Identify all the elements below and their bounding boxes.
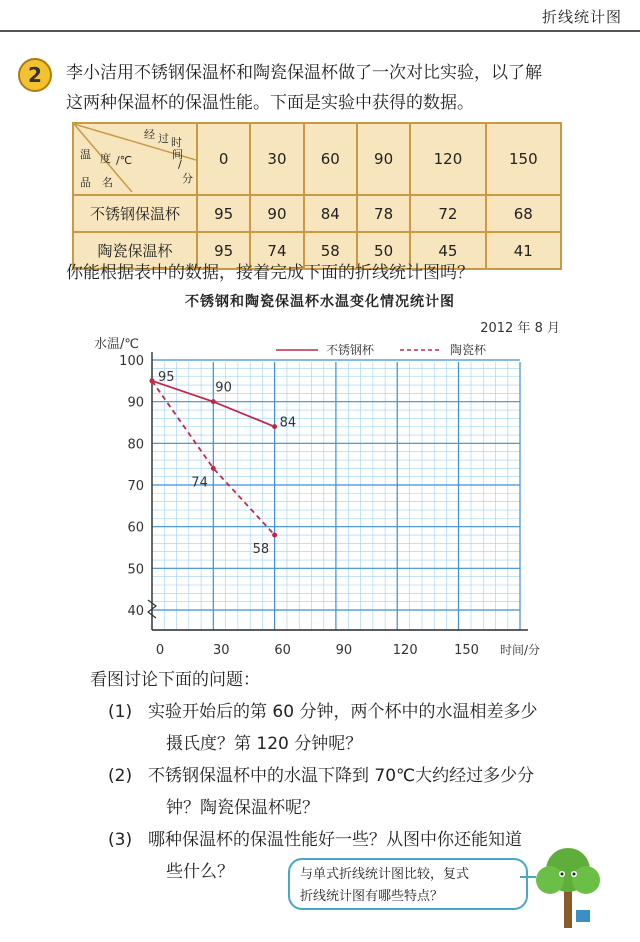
corner-time-char: 经 (144, 128, 155, 141)
table-cell: 74 (250, 232, 303, 269)
corner-time-char: 间 (172, 148, 183, 161)
question-number: (1) (108, 702, 133, 722)
question-text: 实验开始后的第 60 分钟，两个杯中的水温相差多少 (148, 702, 538, 722)
table-cell: 58 (304, 232, 357, 269)
time-header-cell: 90 (357, 123, 410, 195)
x-tick-label: 90 (335, 643, 353, 658)
table-cell: 78 (357, 195, 410, 232)
line-chart (0, 310, 640, 660)
corner-temp-char: 度 (100, 152, 111, 165)
table-cell: 84 (304, 195, 357, 232)
time-header-cell: 60 (304, 123, 357, 195)
axis-break (148, 600, 156, 618)
time-header-cell: 0 (197, 123, 250, 195)
table-cell: 90 (250, 195, 303, 232)
x-tick-label: 150 (454, 643, 479, 658)
data-point (272, 533, 277, 538)
y-tick-label: 100 (119, 354, 144, 369)
x-tick-label: 30 (213, 643, 230, 658)
data-point (272, 424, 277, 429)
question-number: (2) (108, 766, 133, 786)
data-label: 58 (252, 542, 270, 557)
chart-title: 不锈钢和陶瓷保温杯水温变化情况统计图 (185, 294, 455, 310)
table-row (73, 195, 561, 232)
y-tick-label: 60 (127, 520, 144, 536)
table-cell: 95 (197, 232, 250, 269)
discussion-title: 看图讨论下面的问题： (90, 670, 260, 690)
chapter-title: 折线统计图 (541, 8, 622, 26)
question-item (108, 696, 610, 760)
intro-line-2: 这两种保温杯的保温性能。下面是实验中获得的数据。 (66, 93, 474, 113)
legend-label: 陶瓷杯 (450, 343, 487, 357)
chart-question: 你能根据表中的数据，接着完成下面的折线统计图吗？ (66, 263, 474, 283)
question-text-continued: 些什么？ (166, 862, 234, 882)
y-tick-label: 40 (127, 604, 144, 619)
x-tick-label: 120 (392, 643, 418, 658)
corner-time-char: / (178, 158, 182, 171)
corner-temp-char: 温 (80, 148, 91, 161)
table-cell: 50 (357, 232, 410, 269)
data-label: 74 (191, 475, 208, 491)
page-header (0, 0, 640, 34)
table-cell: 95 (197, 195, 250, 232)
header-rule (0, 30, 640, 32)
data-label: 95 (158, 369, 175, 385)
question-number: (3) (108, 830, 133, 850)
x-axis-label: 时间/分 (500, 643, 541, 657)
corner-time-char: 时 (171, 136, 182, 149)
tip-bubble (288, 858, 528, 910)
x-tick-label: 0 (155, 643, 165, 658)
question-text-continued: 摄氏度？第 120 分钟呢？ (166, 734, 363, 754)
time-header-cell: 30 (250, 123, 303, 195)
table-header-row (73, 123, 561, 195)
corner-time-char: 过 (158, 132, 169, 145)
table-corner-cell (73, 123, 197, 195)
data-point (211, 399, 216, 404)
y-tick-label: 50 (127, 562, 144, 578)
question-text-continued: 钟？陶瓷保温杯呢？ (166, 798, 319, 818)
question-text: 哪种保温杯的保温性能好一些？从图中你还能知道 (148, 830, 522, 850)
table-cell: 72 (410, 195, 485, 232)
tree-mascot-icon (528, 840, 608, 935)
data-point (150, 378, 155, 383)
row-name-cell: 陶瓷保温杯 (73, 232, 197, 269)
tip-line-1: 与单式折线统计图比较，复式 (300, 867, 470, 882)
chart-date-note: 2012 年 8 月 (480, 321, 560, 336)
tip-line-2: 折线统计图有哪些特点？ (300, 889, 444, 904)
y-tick-label: 80 (127, 437, 144, 453)
data-table (72, 122, 562, 270)
corner-time-char: 分 (182, 172, 193, 185)
y-axis-label: 水温/℃ (94, 337, 139, 352)
row-name-cell: 不锈钢保温杯 (73, 195, 197, 232)
legend-label: 不锈钢杯 (326, 343, 375, 357)
problem-intro (66, 58, 606, 118)
question-item (108, 760, 610, 824)
time-header-cell: 150 (486, 123, 561, 195)
corner-temp-char: /℃ (116, 154, 133, 167)
table-cell: 41 (486, 232, 561, 269)
corner-name-label: 品 名 (80, 176, 113, 189)
question-text: 不锈钢保温杯中的水温下降到 70℃大约经过多少分 (148, 766, 535, 786)
table-cell: 68 (486, 195, 561, 232)
y-tick-label: 90 (127, 395, 144, 411)
intro-line-1: 李小洁用不锈钢保温杯和陶瓷保温杯做了一次对比实验，以了解 (66, 63, 542, 83)
data-label: 84 (279, 415, 297, 431)
x-tick-label: 60 (274, 643, 291, 658)
y-tick-label: 70 (127, 479, 144, 494)
table-cell: 45 (410, 232, 485, 269)
problem-number-badge: 2 (18, 58, 52, 92)
data-point (211, 466, 216, 471)
time-header-cell: 120 (410, 123, 485, 195)
data-label: 90 (215, 380, 232, 396)
